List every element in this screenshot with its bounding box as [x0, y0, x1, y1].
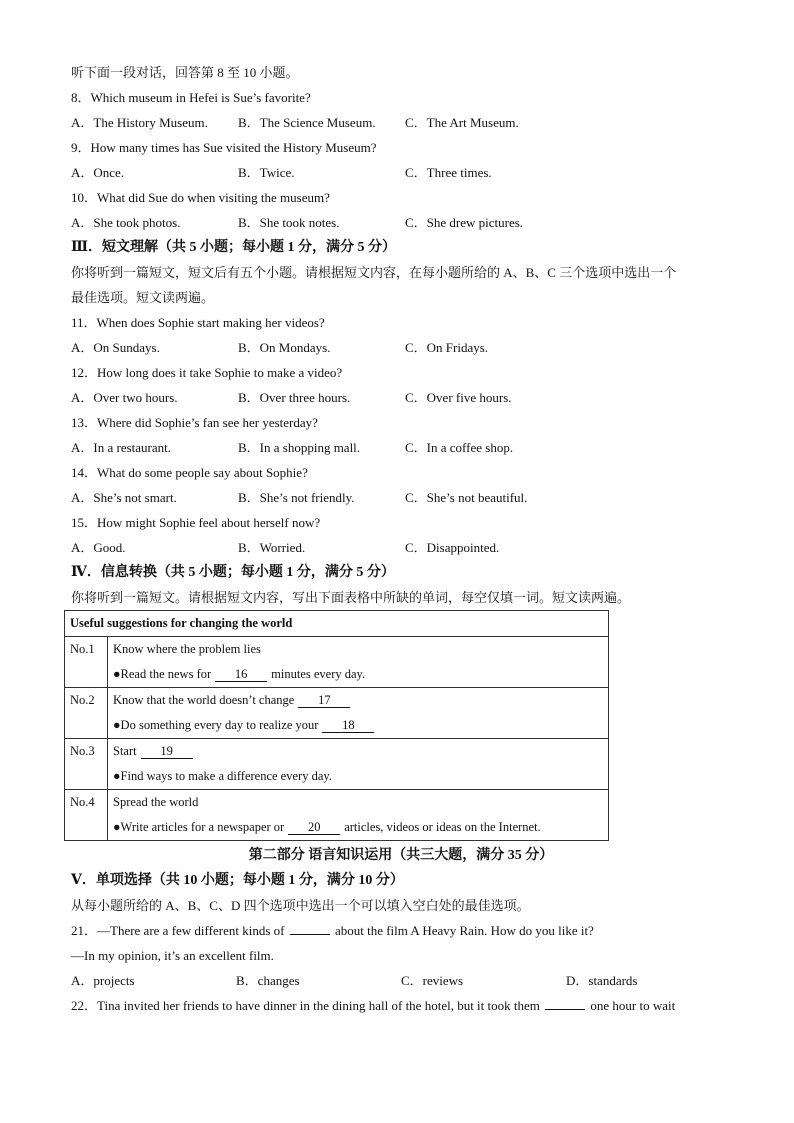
section-3-heading: Ⅲ．短文理解（共 5 小题；每小题 1 分，满分 5 分）	[71, 240, 397, 255]
section-3-instructions: 你将听到一篇短文，短文后有五个小题。请根据短文内容，在每小题所给的 A、B、C 三个选项中选出一个	[71, 265, 677, 280]
option-c[interactable]: C．Over five hours.	[405, 390, 512, 405]
option-c[interactable]: C．She’s not beautiful.	[405, 490, 528, 505]
table-row	[65, 739, 609, 790]
question-10-options	[71, 210, 731, 235]
row-line1	[113, 739, 603, 764]
question-11-stem: 11．When does Sophie start making her videos?	[71, 315, 325, 330]
option-c[interactable]: C．On Fridays.	[405, 340, 489, 355]
option-b[interactable]: B．The Science Museum.	[238, 115, 376, 130]
exam-page	[71, 60, 731, 1018]
table-title: Useful suggestions for changing the world	[65, 611, 609, 637]
question-13-options	[71, 435, 731, 460]
question-22-stem-end: one hour to wait	[590, 998, 676, 1013]
row-number: No.1	[65, 637, 108, 688]
answer-blank[interactable]	[290, 922, 330, 935]
option-a[interactable]: A．Good.	[71, 540, 126, 555]
section-5-instructions: 从每小题所给的 A、B、C、D 四个选项中选出一个可以填入空白处的最佳选项。	[71, 898, 530, 913]
question-21-options	[71, 968, 731, 993]
option-b[interactable]: B．Twice.	[238, 165, 295, 180]
question-22-stem	[71, 993, 731, 1018]
question-8-options	[71, 110, 731, 135]
suggestions-table	[64, 610, 609, 841]
question-9-options	[71, 160, 731, 185]
question-14-stem: 14．What do some people say about Sophie?	[71, 465, 308, 480]
row-text: ●Read the news for	[113, 667, 212, 681]
row-line2	[113, 815, 603, 840]
answer-blank[interactable]: 17	[298, 693, 350, 708]
answer-blank[interactable]: 20	[288, 820, 340, 835]
option-c[interactable]: C．Three times.	[405, 165, 492, 180]
option-c[interactable]: C．reviews	[401, 973, 464, 988]
option-b[interactable]: B．changes	[236, 973, 300, 988]
question-12-stem: 12．How long does it take Sophie to make a video?	[71, 365, 343, 380]
row-line2	[113, 713, 603, 738]
answer-blank[interactable]: 18	[322, 718, 374, 733]
section-4-heading: Ⅳ．信息转换（共 5 小题；每小题 1 分，满分 5 分）	[71, 565, 395, 580]
option-a[interactable]: A．On Sundays.	[71, 340, 160, 355]
row-content	[108, 739, 609, 790]
option-b[interactable]: B．Worried.	[238, 540, 306, 555]
row-text: Know where the problem lies	[113, 642, 261, 656]
question-8-stem: 8．Which museum in Hefei is Sue’s favorite?	[71, 90, 311, 105]
question-13-stem: 13．Where did Sophie’s fan see her yesterday?	[71, 415, 318, 430]
row-text: ●Write articles for a newspaper or	[113, 820, 285, 834]
answer-blank[interactable]: 16	[215, 667, 267, 682]
row-content	[108, 637, 609, 688]
option-a[interactable]: A．In a restaurant.	[71, 440, 171, 455]
question-21-stem-end: about the film A Heavy Rain. How do you like it?	[334, 923, 594, 938]
row-content	[108, 688, 609, 739]
listening-intro: 听下面一段对话，回答第 8 至 10 小题。	[71, 65, 299, 80]
row-line1	[113, 637, 603, 662]
section-5-heading: Ⅴ．单项选择（共 10 小题；每小题 1 分，满分 10 分）	[71, 873, 404, 888]
row-number: No.3	[65, 739, 108, 790]
row-text: Spread the world	[113, 795, 199, 809]
row-text-end: articles, videos or ideas on the Internet.	[344, 820, 541, 834]
question-12-options	[71, 385, 731, 410]
option-b[interactable]: B．Over three hours.	[238, 390, 351, 405]
option-a[interactable]: A．She took photos.	[71, 215, 181, 230]
option-b[interactable]: B．In a shopping mall.	[238, 440, 361, 455]
question-15-stem: 15．How might Sophie feel about herself now?	[71, 515, 321, 530]
option-d[interactable]: D．standards	[566, 973, 638, 988]
row-line1	[113, 688, 603, 713]
row-text: ●Find ways to make a difference every day.	[113, 769, 332, 783]
option-c[interactable]: C．In a coffee shop.	[405, 440, 514, 455]
table-row	[65, 790, 609, 841]
option-b[interactable]: B．She’s not friendly.	[238, 490, 355, 505]
section-3-instructions-cont: 最佳选项。短文读两遍。	[71, 290, 215, 305]
option-c[interactable]: C．She drew pictures.	[405, 215, 524, 230]
answer-blank[interactable]: 19	[141, 744, 193, 759]
row-line1	[113, 790, 603, 815]
row-text-end: minutes every day.	[271, 667, 366, 681]
question-9-stem: 9．How many times has Sue visited the History Museum?	[71, 140, 377, 155]
option-c[interactable]: C．The Art Museum.	[405, 115, 519, 130]
section-4-instructions: 你将听到一篇短文。请根据短文内容，写出下面表格中所缺的单词，每空仅填一词。短文读两遍。	[71, 590, 631, 605]
question-21-stem-start: 21．—There are a few different kinds of	[71, 923, 285, 938]
question-14-options	[71, 485, 731, 510]
option-a[interactable]: A．Once.	[71, 165, 125, 180]
question-21-reply: —In my opinion, it’s an excellent film.	[71, 948, 274, 963]
table-row	[65, 637, 609, 688]
question-15-options	[71, 535, 731, 560]
part-2-heading: 第二部分 语言知识运用（共三大题，满分 35 分）	[248, 848, 554, 863]
row-line2	[113, 662, 603, 687]
option-b[interactable]: B．On Mondays.	[238, 340, 331, 355]
option-c[interactable]: C．Disappointed.	[405, 540, 500, 555]
row-line2	[113, 764, 603, 789]
row-number: No.2	[65, 688, 108, 739]
row-content	[108, 790, 609, 841]
option-a[interactable]: A．projects	[71, 973, 135, 988]
question-22-stem-start: 22．Tina invited her friends to have dinner in the dining hall of the hotel, but it took them	[71, 998, 540, 1013]
option-b[interactable]: B．She took notes.	[238, 215, 340, 230]
row-number: No.4	[65, 790, 108, 841]
row-text: Know that the world doesn’t change	[113, 693, 295, 707]
question-11-options	[71, 335, 731, 360]
table-row	[65, 688, 609, 739]
question-21-stem	[71, 918, 731, 943]
answer-blank[interactable]	[545, 997, 585, 1010]
question-10-stem: 10．What did Sue do when visiting the museum?	[71, 190, 330, 205]
option-a[interactable]: A．She’s not smart.	[71, 490, 177, 505]
row-text: Start	[113, 744, 137, 758]
row-text: ●Do something every day to realize your	[113, 718, 319, 732]
option-a[interactable]: A．Over two hours.	[71, 390, 178, 405]
option-a[interactable]: A．The History Museum.	[71, 115, 208, 130]
